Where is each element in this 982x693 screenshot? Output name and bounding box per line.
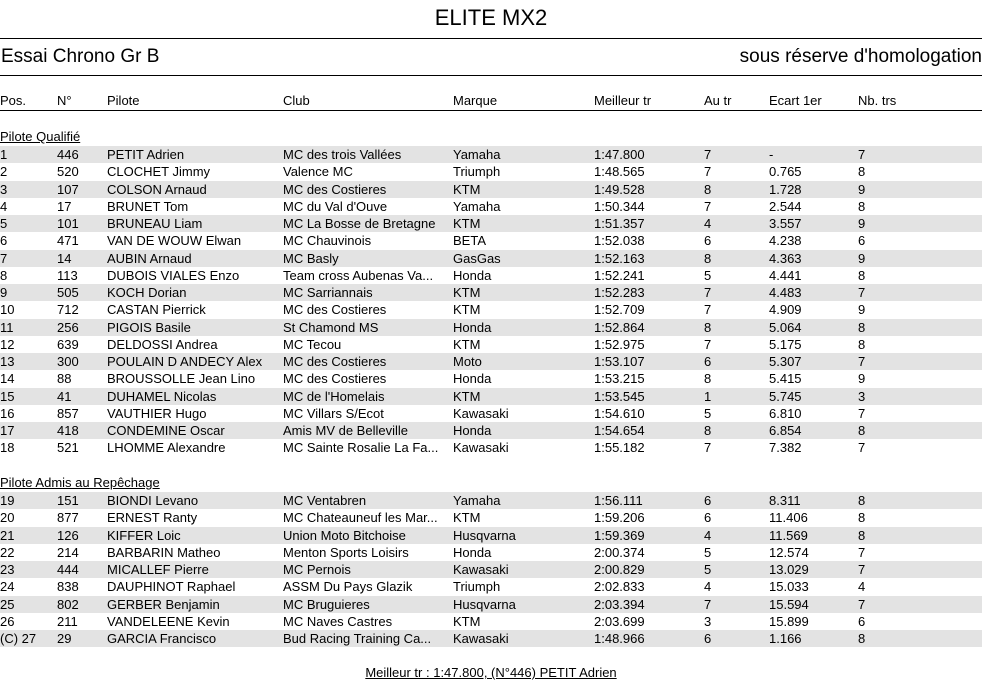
table-row: [0, 232, 982, 249]
best-lap-summary: [0, 664, 982, 681]
cell-club: Union Moto Bitchoise: [283, 527, 406, 543]
cell-best-lap: 1:59.369: [594, 527, 645, 543]
col-header-number: N°: [57, 93, 72, 108]
cell-pos: 14: [0, 371, 15, 387]
cell-pos: 11: [0, 319, 14, 335]
cell-best-lap: 1:48.966: [594, 631, 645, 646]
cell-marque: Kawasaki: [453, 405, 509, 421]
cell-lap-count: 9: [858, 181, 866, 197]
cell-number: 639: [57, 336, 79, 352]
cell-pos: 24: [0, 579, 15, 595]
cell-pos: 8: [0, 267, 8, 283]
table-row: [0, 596, 982, 613]
cell-gap: 11.406: [769, 510, 808, 526]
cell-lap-number: 5: [704, 267, 712, 283]
cell-pilote: CLOCHET Jimmy: [107, 164, 211, 180]
cell-club: MC des Costieres: [283, 302, 387, 318]
cell-pilote: BRUNET Tom: [107, 198, 189, 214]
cell-lap-number: 8: [704, 181, 712, 197]
cell-marque: KTM: [453, 302, 481, 318]
cell-pos: 7: [0, 250, 8, 266]
cell-best-lap: 1:59.206: [594, 510, 645, 526]
cell-marque: Yamaha: [453, 493, 501, 508]
cell-gap: 4.441: [769, 267, 802, 283]
section-heading: Pilote Qualifié: [0, 129, 81, 144]
cell-best-lap: 1:52.975: [594, 336, 645, 352]
cell-best-lap: 2:03.394: [594, 596, 645, 612]
cell-gap: 0.765: [769, 164, 802, 180]
cell-club: MC des trois Vallées: [283, 147, 402, 162]
cell-lap-count: 7: [858, 562, 866, 577]
table-row: [0, 439, 982, 456]
cell-gap: -: [769, 147, 774, 162]
cell-lap-number: 7: [704, 285, 712, 300]
cell-best-lap: 1:52.283: [594, 285, 645, 300]
cell-lap-number: 5: [704, 562, 712, 577]
cell-pos: 26: [0, 613, 15, 629]
cell-lap-count: 8: [858, 267, 866, 283]
cell-pilote: GARCIA Francisco: [107, 631, 217, 646]
table-row: [0, 388, 982, 405]
cell-marque: Kawasaki: [453, 562, 509, 577]
cell-best-lap: 1:52.709: [594, 302, 645, 318]
table-row: [0, 405, 982, 422]
table-row: [0, 509, 982, 526]
cell-lap-count: 4: [858, 579, 866, 595]
cell-gap: 6.854: [769, 423, 802, 438]
cell-lap-number: 8: [704, 423, 712, 438]
cell-club: MC Chauvinois: [283, 233, 372, 249]
cell-gap: 11.569: [769, 527, 808, 543]
cell-pilote: VAN DE WOUW Elwan: [107, 233, 242, 249]
cell-gap: 7.382: [769, 440, 802, 456]
cell-number: 300: [57, 354, 79, 369]
cell-marque: KTM: [453, 613, 481, 629]
cell-club: MC Villars S/Ecot: [283, 405, 384, 421]
cell-best-lap: 2:03.699: [594, 613, 645, 629]
cell-gap: 15.899: [769, 613, 809, 629]
cell-gap: 1.166: [769, 631, 802, 646]
cell-lap-number: 8: [704, 250, 712, 266]
cell-number: 113: [57, 267, 78, 283]
table-row: [0, 267, 982, 284]
top-divider: [0, 38, 982, 39]
cell-number: 520: [57, 164, 79, 180]
cell-number: 151: [57, 493, 79, 508]
cell-marque: Husqvarna: [453, 527, 516, 543]
cell-lap-number: 7: [704, 336, 712, 352]
cell-marque: KTM: [453, 388, 481, 404]
col-header-lap-count: Nb. trs: [858, 93, 897, 108]
cell-pos: 3: [0, 181, 8, 197]
cell-gap: 12.574: [769, 544, 809, 560]
cell-lap-count: 8: [858, 198, 866, 214]
table-row: [0, 336, 982, 353]
subtitle-divider: [0, 75, 982, 76]
cell-club: MC Basly: [283, 250, 339, 266]
cell-number: 211: [57, 613, 78, 629]
cell-lap-number: 3: [704, 613, 712, 629]
cell-best-lap: 1:52.038: [594, 233, 645, 249]
cell-marque: Triumph: [453, 579, 501, 595]
cell-lap-count: 9: [858, 371, 866, 387]
cell-gap: 1.728: [769, 181, 802, 197]
cell-club: MC La Bosse de Bretagne: [283, 216, 436, 231]
cell-number: 17: [57, 198, 72, 214]
cell-gap: 4.238: [769, 233, 802, 249]
cell-pilote: BARBARIN Matheo: [107, 544, 221, 560]
cell-club: MC Naves Castres: [283, 613, 393, 629]
cell-pilote: DAUPHINOT Raphael: [107, 579, 236, 595]
table-row: [0, 492, 982, 509]
cell-best-lap: 2:00.374: [594, 544, 645, 560]
cell-number: 126: [57, 527, 79, 543]
cell-pilote: ERNEST Ranty: [107, 510, 198, 526]
cell-pilote: BRUNEAU Liam: [107, 216, 203, 231]
cell-number: 838: [57, 579, 79, 595]
cell-club: Bud Racing Training Ca...: [283, 631, 432, 646]
cell-number: 418: [57, 423, 79, 438]
cell-lap-number: 7: [704, 596, 712, 612]
cell-pos: 4: [0, 198, 8, 214]
cell-number: 505: [57, 285, 79, 300]
cell-number: 877: [57, 510, 79, 526]
cell-number: 802: [57, 596, 79, 612]
table-row: [0, 544, 982, 561]
cell-number: 521: [57, 440, 79, 456]
cell-best-lap: 1:47.800: [594, 147, 645, 162]
cell-number: 712: [57, 302, 79, 318]
table-row: [0, 578, 982, 595]
cell-lap-number: 5: [704, 544, 712, 560]
cell-lap-number: 7: [704, 147, 712, 162]
cell-lap-number: 6: [704, 631, 712, 646]
cell-pilote: VAUTHIER Hugo: [107, 405, 207, 421]
table-row: [0, 319, 982, 336]
cell-number: 101: [57, 216, 79, 231]
best-lap-summary-text: Meilleur tr : 1:47.800, (N°446) PETIT Adrien: [365, 665, 617, 680]
cell-lap-count: 8: [858, 319, 866, 335]
cell-number: 471: [57, 233, 79, 249]
cell-best-lap: 1:50.344: [594, 198, 645, 214]
cell-pilote: POULAIN D ANDECY Alex: [107, 354, 263, 369]
col-header-best-lap: Meilleur tr: [594, 93, 652, 108]
cell-marque: Kawasaki: [453, 631, 509, 646]
cell-club: MC Sainte Rosalie La Fa...: [283, 440, 439, 456]
table-row: [0, 301, 982, 318]
cell-lap-count: 7: [858, 440, 866, 456]
cell-lap-number: 7: [704, 164, 712, 180]
cell-lap-count: 9: [858, 216, 866, 231]
table-row: [0, 198, 982, 215]
cell-pilote: VANDELEENE Kevin: [107, 613, 230, 629]
cell-pos: (C) 27: [0, 631, 37, 646]
session-title: Essai Chrono Gr B: [1, 46, 160, 67]
cell-lap-count: 9: [858, 302, 866, 318]
cell-number: 14: [57, 250, 72, 266]
cell-pilote: PIGOIS Basile: [107, 319, 191, 335]
table-row: [0, 250, 982, 267]
cell-pos: 22: [0, 544, 15, 560]
col-header-pilote: Pilote: [107, 93, 140, 108]
cell-club: St Chamond MS: [283, 319, 379, 335]
cell-pilote: MICALLEF Pierre: [107, 562, 209, 577]
cell-club: MC Pernois: [283, 562, 351, 577]
cell-lap-count: 7: [858, 147, 866, 162]
col-header-pos: Pos.: [0, 93, 27, 108]
cell-best-lap: 1:54.654: [594, 423, 645, 438]
table-row: [0, 613, 982, 630]
col-header-marque: Marque: [453, 93, 498, 108]
cell-marque: Honda: [453, 371, 492, 387]
cell-club: MC du Val d'Ouve: [283, 198, 388, 214]
cell-pilote: KOCH Dorian: [107, 285, 187, 300]
cell-best-lap: 1:53.107: [594, 354, 645, 369]
cell-pilote: DELDOSSI Andrea: [107, 336, 218, 352]
cell-gap: 2.544: [769, 198, 802, 214]
cell-marque: KTM: [453, 510, 481, 526]
cell-lap-count: 7: [858, 285, 866, 300]
cell-best-lap: 2:00.829: [594, 562, 645, 577]
cell-club: MC Ventabren: [283, 493, 367, 508]
cell-pilote: BIONDI Levano: [107, 493, 199, 508]
cell-pilote: PETIT Adrien: [107, 147, 185, 162]
cell-gap: 6.810: [769, 405, 802, 421]
cell-lap-count: 8: [858, 493, 866, 508]
cell-marque: Moto: [453, 354, 482, 369]
table-row: [0, 561, 982, 578]
cell-club: MC des Costieres: [283, 371, 387, 387]
cell-best-lap: 1:54.610: [594, 405, 645, 421]
cell-best-lap: 1:51.357: [594, 216, 645, 231]
cell-club: Valence MC: [283, 164, 353, 180]
cell-lap-number: 4: [704, 579, 712, 595]
cell-marque: Yamaha: [453, 147, 501, 162]
cell-pilote: GERBER Benjamin: [107, 596, 220, 612]
cell-pilote: CONDEMINE Oscar: [107, 423, 225, 438]
table-row: [0, 527, 982, 544]
col-header-club: Club: [283, 93, 310, 108]
cell-pos: 19: [0, 493, 15, 508]
cell-marque: KTM: [453, 181, 481, 197]
cell-lap-number: 6: [704, 510, 712, 526]
cell-best-lap: 1:52.163: [594, 250, 645, 266]
cell-marque: Triumph: [453, 164, 501, 180]
cell-lap-number: 1: [704, 388, 712, 404]
cell-marque: Honda: [453, 319, 492, 335]
homologation-notice: sous réserve d'homologation: [739, 46, 982, 67]
cell-club: MC de l'Homelais: [283, 388, 385, 404]
column-header-row: [0, 92, 982, 110]
cell-lap-number: 8: [704, 319, 712, 335]
cell-lap-count: 7: [858, 596, 866, 612]
cell-club: MC Sarriannais: [283, 285, 373, 300]
cell-pos: 16: [0, 405, 15, 421]
cell-pos: 21: [0, 527, 15, 543]
cell-pilote: AUBIN Arnaud: [107, 250, 192, 266]
cell-pilote: BROUSSOLLE Jean Lino: [107, 371, 256, 387]
cell-lap-count: 3: [858, 388, 866, 404]
cell-club: ASSM Du Pays Glazik: [283, 579, 413, 595]
cell-number: 446: [57, 147, 79, 162]
cell-marque: GasGas: [453, 250, 501, 266]
cell-pos: 10: [0, 302, 15, 318]
cell-pos: 5: [0, 216, 8, 231]
table-row: [0, 630, 982, 647]
cell-number: 444: [57, 562, 79, 577]
cell-gap: 5.175: [769, 336, 802, 352]
cell-pos: 15: [0, 388, 15, 404]
cell-number: 857: [57, 405, 79, 421]
cell-club: MC des Costieres: [283, 354, 387, 369]
cell-best-lap: 1:52.864: [594, 319, 645, 335]
cell-marque: Yamaha: [453, 198, 501, 214]
cell-number: 88: [57, 371, 72, 387]
cell-pos: 9: [0, 285, 8, 300]
cell-number: 107: [57, 181, 79, 197]
cell-marque: KTM: [453, 216, 481, 231]
cell-gap: 5.064: [769, 319, 802, 335]
cell-gap: 5.307: [769, 354, 802, 369]
table-row: [0, 284, 982, 301]
cell-pilote: LHOMME Alexandre: [107, 440, 226, 456]
cell-lap-number: 7: [704, 440, 712, 456]
cell-pos: 2: [0, 164, 8, 180]
cell-lap-number: 7: [704, 198, 712, 214]
cell-pilote: DUBOIS VIALES Enzo: [107, 267, 240, 283]
cell-marque: Honda: [453, 267, 492, 283]
cell-best-lap: 1:48.565: [594, 164, 645, 180]
cell-best-lap: 1:53.215: [594, 371, 645, 387]
cell-pilote: DUHAMEL Nicolas: [107, 388, 217, 404]
cell-gap: 15.033: [769, 579, 809, 595]
cell-marque: Kawasaki: [453, 440, 509, 456]
cell-club: Menton Sports Loisirs: [283, 544, 409, 560]
cell-club: MC Bruguieres: [283, 596, 370, 612]
table-row: [0, 181, 982, 198]
cell-pos: 6: [0, 233, 8, 249]
col-header-gap: Ecart 1er: [769, 93, 822, 108]
cell-gap: 4.363: [769, 250, 802, 266]
table-row: [0, 353, 982, 370]
cell-lap-number: 6: [704, 493, 712, 508]
page-title: ELITE MX2: [434, 5, 548, 30]
cell-pos: 13: [0, 354, 15, 369]
cell-marque: KTM: [453, 336, 481, 352]
cell-lap-count: 8: [858, 510, 866, 526]
cell-lap-count: 9: [858, 250, 866, 266]
cell-pos: 18: [0, 440, 15, 456]
cell-number: 29: [57, 631, 72, 646]
cell-gap: 3.557: [769, 216, 802, 231]
cell-number: 214: [57, 544, 79, 560]
cell-pos: 25: [0, 596, 15, 612]
table-row: [0, 146, 982, 163]
header-divider: [0, 110, 982, 111]
cell-gap: 4.909: [769, 302, 802, 318]
cell-marque: Husqvarna: [453, 596, 516, 612]
cell-lap-count: 8: [858, 336, 866, 352]
section-heading: Pilote Admis au Repêchage: [0, 475, 160, 490]
cell-pos: 1: [0, 147, 8, 162]
cell-lap-count: 8: [858, 631, 866, 646]
cell-pilote: KIFFER Loic: [107, 527, 181, 543]
cell-lap-number: 5: [704, 405, 712, 421]
cell-number: 41: [57, 388, 72, 404]
cell-lap-number: 6: [704, 354, 712, 369]
cell-pilote: CASTAN Pierrick: [107, 302, 206, 318]
table-row: [0, 215, 982, 232]
cell-gap: 8.311: [769, 493, 801, 508]
cell-gap: 5.415: [769, 371, 802, 387]
cell-lap-count: 7: [858, 354, 866, 369]
table-row: [0, 370, 982, 387]
cell-marque: Honda: [453, 544, 492, 560]
cell-lap-count: 7: [858, 405, 866, 421]
cell-lap-number: 4: [704, 216, 712, 231]
cell-club: Amis MV de Belleville: [283, 423, 408, 438]
cell-marque: BETA: [453, 233, 486, 249]
cell-gap: 15.594: [769, 596, 809, 612]
cell-club: MC Tecou: [283, 336, 342, 352]
cell-pos: 23: [0, 562, 15, 577]
cell-best-lap: 1:55.182: [594, 440, 645, 456]
cell-pos: 20: [0, 510, 15, 526]
cell-club: MC des Costieres: [283, 181, 387, 197]
cell-lap-count: 6: [858, 233, 866, 249]
cell-lap-number: 8: [704, 371, 712, 387]
cell-lap-count: 6: [858, 613, 866, 629]
cell-lap-number: 7: [704, 302, 712, 318]
cell-best-lap: 1:52.241: [594, 267, 645, 283]
cell-club: Team cross Aubenas Va...: [283, 267, 434, 283]
cell-best-lap: 2:02.833: [594, 579, 645, 595]
cell-gap: 5.745: [769, 388, 802, 404]
cell-pos: 17: [0, 423, 15, 438]
cell-pos: 12: [0, 336, 15, 352]
cell-pilote: COLSON Arnaud: [107, 181, 207, 197]
cell-club: MC Chateauneuf les Mar...: [283, 510, 438, 526]
table-row: [0, 422, 982, 439]
table-row: [0, 163, 982, 180]
cell-marque: KTM: [453, 285, 481, 300]
cell-lap-count: 8: [858, 423, 866, 438]
cell-best-lap: 1:56.111: [594, 493, 643, 508]
cell-lap-count: 8: [858, 527, 866, 543]
col-header-lap-number: Au tr: [704, 93, 732, 108]
cell-lap-number: 4: [704, 527, 712, 543]
cell-lap-number: 6: [704, 233, 712, 249]
cell-gap: 4.483: [769, 285, 802, 300]
cell-best-lap: 1:53.545: [594, 388, 645, 404]
cell-lap-count: 7: [858, 544, 866, 560]
cell-marque: Honda: [453, 423, 492, 438]
cell-number: 256: [57, 319, 79, 335]
cell-lap-count: 8: [858, 164, 866, 180]
cell-best-lap: 1:49.528: [594, 181, 645, 197]
cell-gap: 13.029: [769, 562, 809, 577]
